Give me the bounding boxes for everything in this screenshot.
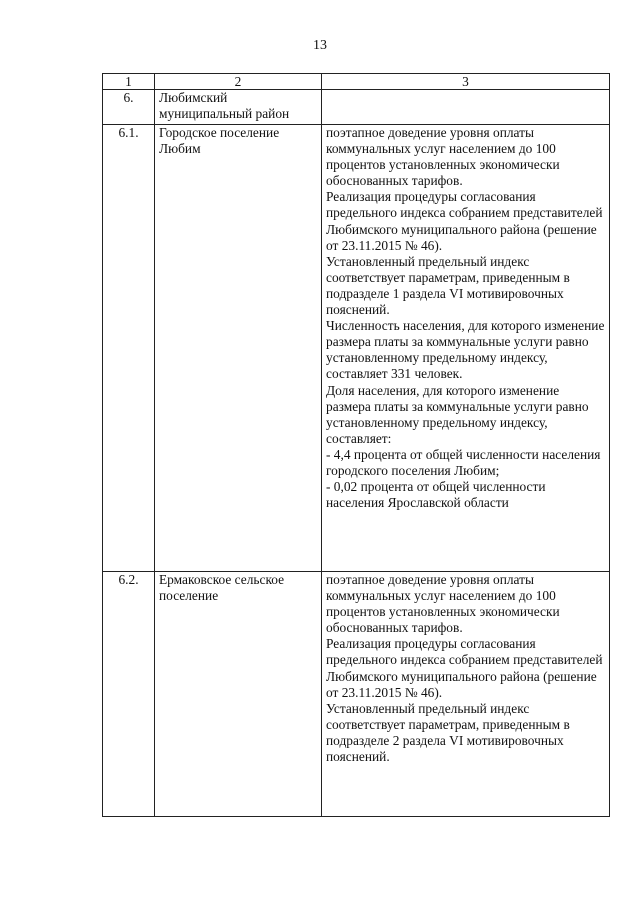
row-number: 6.1. [103, 125, 155, 572]
table-row [103, 90, 610, 125]
description-paragraph: Реализация процедуры согласования предельного индекса собранием представителей Любимского муниципального района (решение от 23.11.2015 № 46). [326, 189, 603, 253]
row-description [322, 90, 610, 125]
description-paragraph: поэтапное доведение уровня оплаты коммунальных услуг населением до 100 процентов установленных экономически обоснованных тарифов. [326, 125, 560, 189]
row-description [322, 125, 610, 572]
municipality-name: Любимский муниципальный район [155, 90, 322, 125]
description-paragraph: поэтапное доведение уровня оплаты коммунальных услуг населением до 100 процентов установленных экономически обоснованных тарифов. [326, 572, 560, 636]
row-number: 6. [103, 90, 155, 125]
column-number-3: 3 [322, 74, 610, 90]
description-paragraph: Реализация процедуры согласования предельного индекса собранием представителей Любимского муниципального района (решение от 23.11.2015 № 46). [326, 636, 603, 700]
document-table [102, 73, 610, 817]
table-row [103, 572, 610, 817]
description-paragraph: - 0,02 процента от общей численности населения Ярославской области [326, 479, 546, 511]
column-number-1: 1 [103, 74, 155, 90]
description-paragraph: Установленный предельный индекс соответствует параметрам, приведенным в подразделе 1 раздела VI мотивировочных пояснений. [326, 253, 570, 318]
table-row [103, 125, 610, 572]
description-paragraph: - 4,4 процента от общей численности населения городского поселения Любим; [326, 446, 601, 478]
page-number: 13 [313, 38, 327, 53]
column-number-2: 2 [155, 74, 322, 90]
row-number: 6.2. [103, 572, 155, 817]
table-header-row [103, 74, 610, 90]
description-paragraph: Установленный предельный индекс соответствует параметрам, приведенным в подразделе 2 раздела VI мотивировочных пояснений. [326, 700, 570, 765]
description-paragraph: Численность населения, для которого изменение размера платы за коммунальные услуги равно установленному предельному индексу, составляет 331 человек. [326, 318, 605, 382]
row-description [322, 572, 610, 817]
description-paragraph: Доля населения, для которого изменение размера платы за коммунальные услуги равно установленному предельному индексу, составляет: [326, 382, 589, 446]
municipality-name: Ермаковское сельское поселение [155, 572, 322, 817]
municipality-name: Городское поселение Любим [155, 125, 322, 572]
